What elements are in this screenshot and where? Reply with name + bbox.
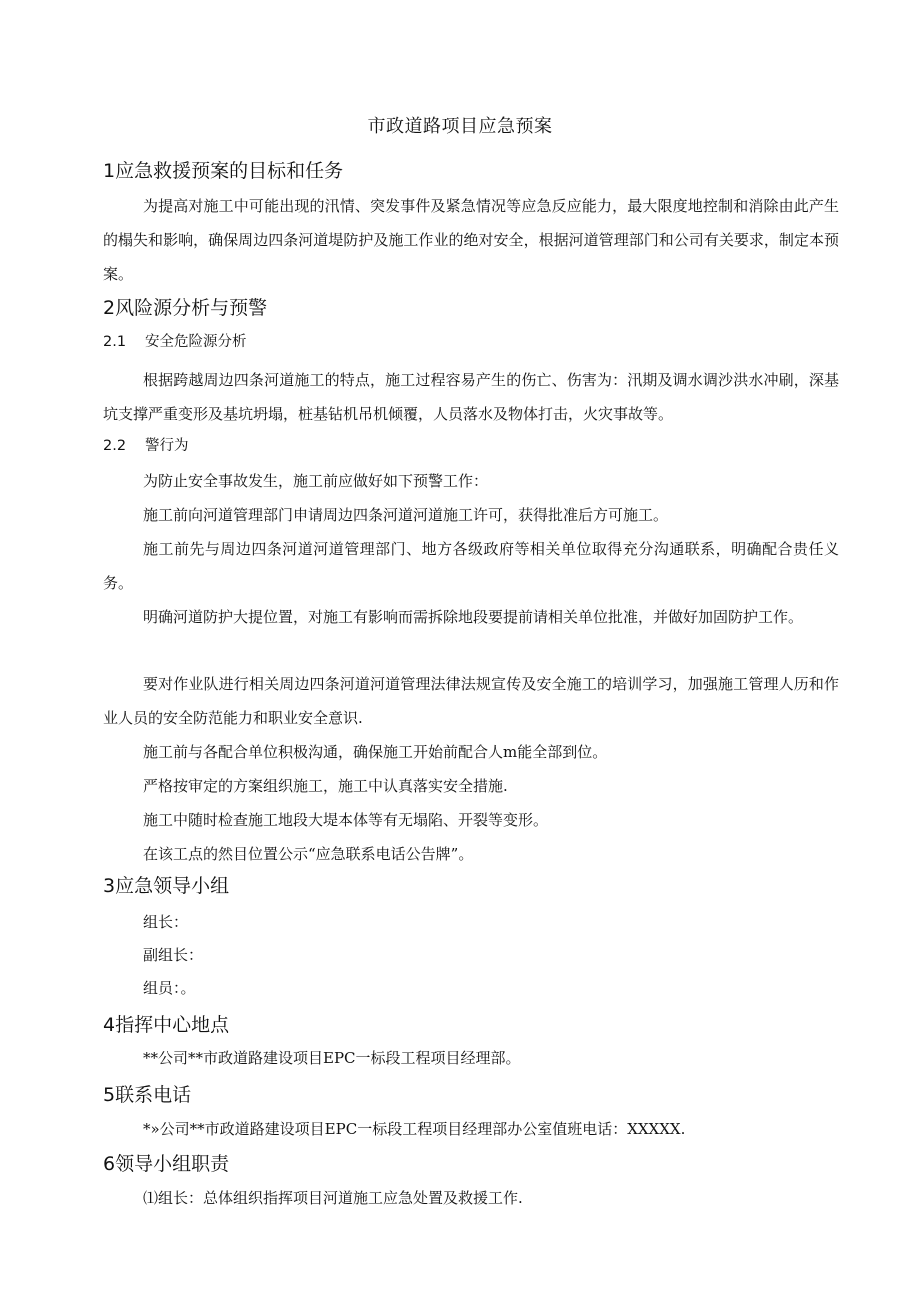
subsection-title: 警行为	[145, 438, 189, 454]
list-item: 严格按审定的方案组织施工，施工中认真落实安全措施.	[143, 777, 508, 795]
subsection-2-1-paragraph: 根据跨越周边四条河道施工的特点，施工过程容易产生的伤亡、伤害为：汛期及调水调沙洪水冲刷，深基坑支撑严重变形及基坑坍塌，桩基钻机吊机倾覆，人员落水及物体打击，火灾事故等。	[103, 371, 839, 423]
list-item: 施工前与各配合单位积极沟通，确保施工开始前配合人m能全部到位。	[143, 743, 608, 761]
list-item: 施工前向河道管理部门申请周边四条河道河道施工许可，获得批准后方可施工。	[143, 506, 669, 524]
subsection-number: 2.2	[103, 438, 127, 454]
contact-phone-line: *»公司**市政道路建设项目EPC一标段工程项目经理部办公室值班电话：XXXXX.	[143, 1120, 686, 1138]
document-title: 市政道路项目应急预案	[367, 116, 553, 137]
list-item: 施工前先与周边四条河道河道管理部门、地方各级政府等相关单位取得充分沟通联系，明确配合贵任义务。	[103, 540, 839, 592]
subsection-heading-2-1	[103, 331, 247, 353]
section-heading-2: 2风险源分析与预警	[103, 297, 268, 319]
section-1-paragraph: 为提高对施工中可能出现的汛情、突发事件及紧急情况等应急反应能力，最大限度地控制和消除由此产生的榻失和影响，确保周边四条河道堤防护及施工作业的绝对安全，根据河道管理部门和公司有关要求，制定本预案。	[103, 197, 839, 283]
list-item: 施工中随时检查施工地段大堤本体等有无塌陷、开裂等变形。	[143, 811, 549, 829]
section-heading-3: 3应急领导小组	[103, 875, 230, 897]
duty-line: ⑴组长：总体组织指挥项目河道施工应急处置及救援工作.	[143, 1189, 523, 1207]
section-heading-6: 6领导小组职责	[103, 1153, 230, 1175]
list-item: 在该工点的然目位置公示“应急联系电话公告牌”。	[143, 845, 474, 863]
subsection-number: 2.1	[103, 334, 127, 350]
section-heading-4: 4指挥中心地点	[103, 1014, 230, 1036]
list-item: 要对作业队进行相关周边四条河道河道管理法律法规宣传及安全施工的培训学习，加强施工管理人历和作业人员的安全防范能力和职业安全意识.	[103, 675, 839, 727]
section-heading-5: 5联系电话	[103, 1084, 192, 1106]
command-center-line: **公司**市政道路建设项目EPC一标段工程项目经理部。	[143, 1049, 521, 1067]
members-line: 组员：。	[143, 979, 196, 997]
subsection-title: 安全危险源分析	[145, 334, 247, 350]
list-item: 明确河道防护大提位置，对施工有影响而需拆除地段要提前请相关单位批准，并做好加固防护工作。	[143, 608, 804, 626]
deputy-leader-line: 副组长：	[143, 946, 204, 964]
list-item: 为防止安全事故发生，施工前应做好如下预警工作：	[143, 472, 489, 490]
subsection-heading-2-2	[103, 435, 189, 457]
leader-line: 组长：	[143, 913, 189, 931]
section-heading-1: 1应急救援预案的目标和任务	[103, 160, 344, 182]
